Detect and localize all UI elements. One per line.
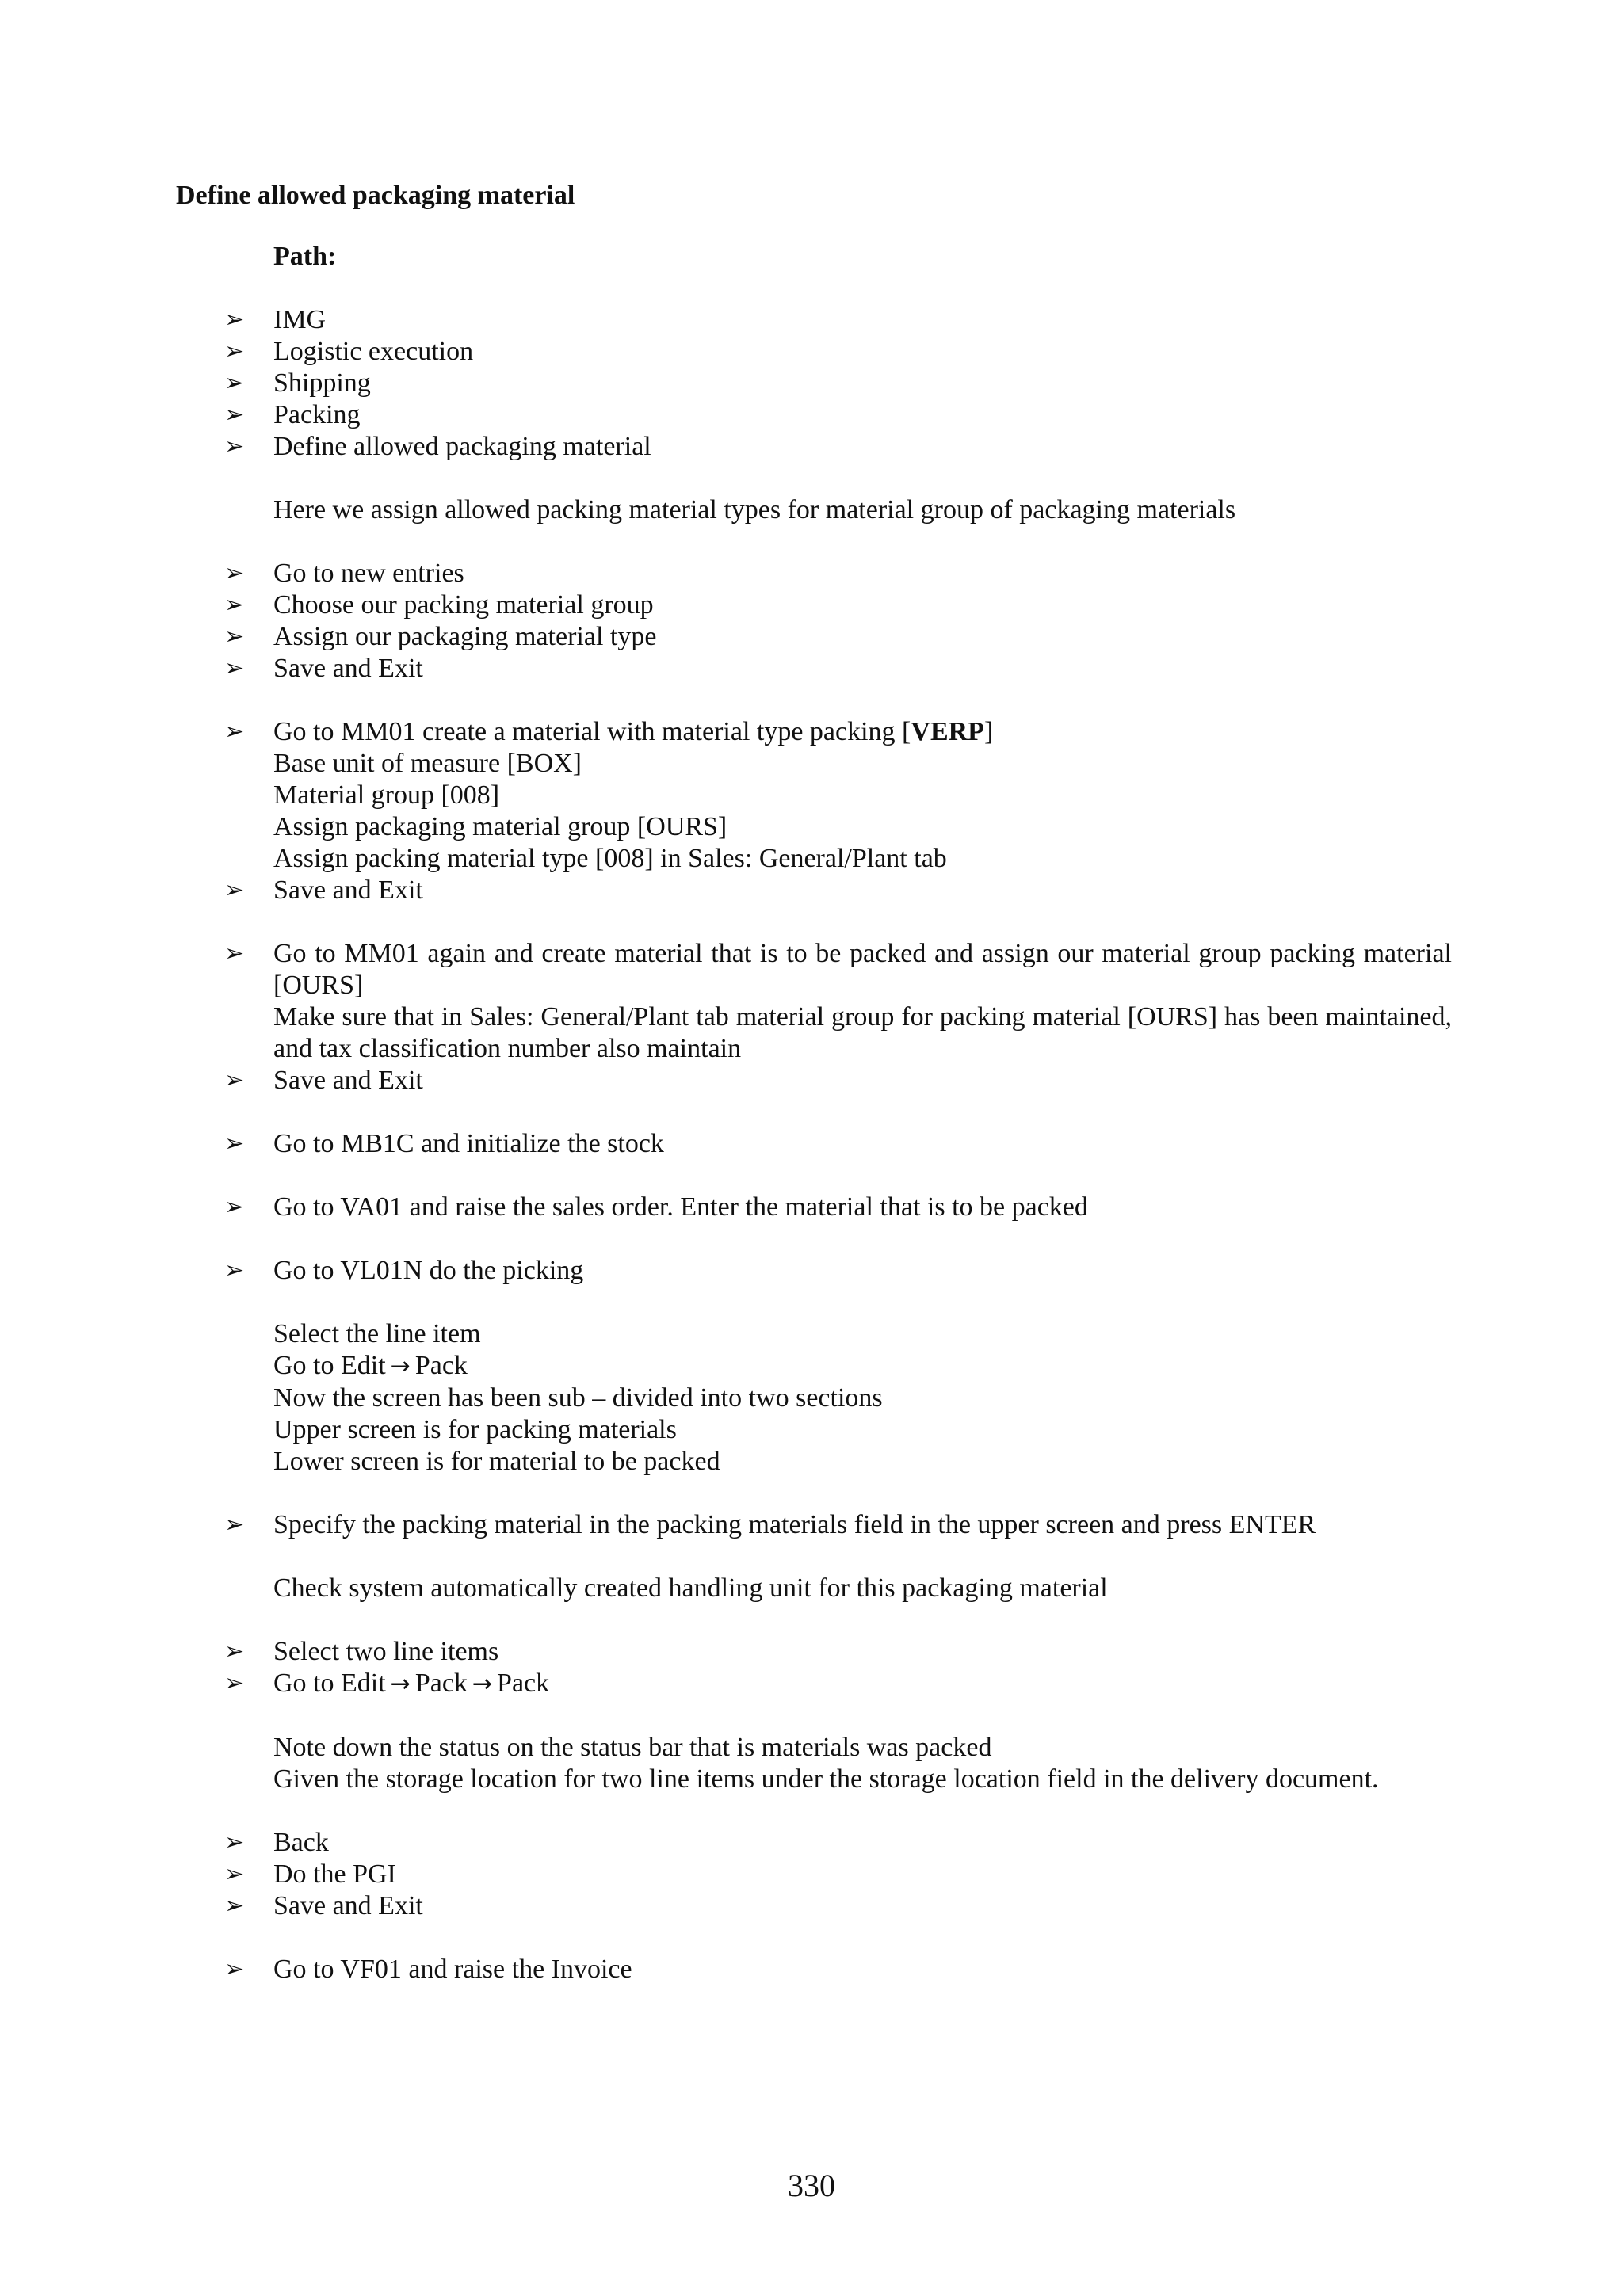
arrow-bullet-icon: ➢ xyxy=(224,306,245,334)
step-item xyxy=(224,938,1452,1001)
step-item xyxy=(224,1890,1452,1922)
spacer xyxy=(273,1223,1452,1255)
detail-line: Base unit of measure [BOX] xyxy=(273,749,582,778)
detail-line: Lower screen is for material to be packed xyxy=(273,1447,720,1476)
step-item xyxy=(224,1255,1452,1287)
arrow-bullet-icon: ➢ xyxy=(224,1669,245,1697)
detail-line: Note down the status on the status bar that is materials was packed xyxy=(273,1733,992,1762)
step-item xyxy=(224,875,1452,906)
step-text: Select two line items xyxy=(273,1637,499,1666)
section-title: Define allowed packaging material xyxy=(176,181,575,210)
spacer xyxy=(273,906,1452,938)
step-item xyxy=(224,716,1452,748)
spacer xyxy=(273,1478,1452,1509)
step-item xyxy=(224,1509,1452,1541)
step-text: Choose our packing material group xyxy=(273,590,654,620)
step-item xyxy=(224,621,1452,653)
detail-line: Assign packing material type [008] in Sales: General/Plant tab xyxy=(273,844,947,873)
arrow-bullet-icon: ➢ xyxy=(224,1193,245,1221)
step-text: Go to MM01 again and create material that is to be packed and assign our material group packing material [OURS] xyxy=(273,939,1452,1000)
arrow-right-icon: → xyxy=(472,1670,493,1698)
step-text: Specify the packing material in the packing materials field in the upper screen and press ENTER xyxy=(273,1510,1316,1539)
detail-paragraph: Make sure that in Sales: General/Plant tab material group for packing material [OURS] has been maintained, and tax classification number also maintain xyxy=(273,1002,1452,1063)
step-item xyxy=(224,1827,1452,1859)
arrow-right-icon: → xyxy=(390,1352,411,1380)
step-item xyxy=(224,1668,1452,1700)
step-item xyxy=(224,653,1452,685)
detail-line xyxy=(273,1350,1452,1383)
detail-line: Check system automatically created handling unit for this packaging material xyxy=(273,1573,1108,1603)
spacer xyxy=(273,1700,1452,1732)
step-text: Go to MM01 create a material with material type packing [ xyxy=(273,717,911,746)
detail-line: Upper screen is for packing materials xyxy=(273,1415,677,1444)
arrow-bullet-icon: ➢ xyxy=(224,1892,245,1920)
page-number: 330 xyxy=(788,2168,835,2203)
path-item xyxy=(224,336,1452,368)
arrow-bullet-icon: ➢ xyxy=(224,1860,245,1888)
arrow-bullet-icon: ➢ xyxy=(224,940,245,967)
step-item xyxy=(224,1636,1452,1668)
menu-path-start: Go to Edit xyxy=(273,1351,386,1380)
path-item-text: Packing xyxy=(273,400,361,429)
detail-line: Now the screen has been sub – divided into two sections xyxy=(273,1383,883,1413)
arrow-bullet-icon: ➢ xyxy=(224,654,245,682)
menu-path-start: Go to Edit xyxy=(273,1669,386,1698)
step-text: Save and Exit xyxy=(273,1891,423,1920)
path-item xyxy=(224,368,1452,399)
path-item-text: Logistic execution xyxy=(273,337,474,366)
arrow-bullet-icon: ➢ xyxy=(224,623,245,650)
path-item xyxy=(224,431,1452,463)
step-item xyxy=(224,1065,1452,1097)
detail-line: Material group [008] xyxy=(273,780,500,810)
step-text: Go to MB1C and initialize the stock xyxy=(273,1129,664,1158)
step-text: Save and Exit xyxy=(273,875,423,905)
arrow-bullet-icon: ➢ xyxy=(224,1638,245,1665)
spacer xyxy=(273,463,1452,494)
step-item xyxy=(224,1954,1452,1985)
step-text: Go to VA01 and raise the sales order. Enter the material that is to be packed xyxy=(273,1192,1088,1222)
path-item xyxy=(224,304,1452,336)
arrow-bullet-icon: ➢ xyxy=(224,1257,245,1284)
step-text: Go to VF01 and raise the Invoice xyxy=(273,1955,632,1984)
path-item xyxy=(224,399,1452,431)
arrow-bullet-icon: ➢ xyxy=(224,1511,245,1539)
step-item xyxy=(224,1859,1452,1890)
spacer xyxy=(273,1541,1452,1573)
material-type-code: VERP xyxy=(911,717,984,746)
spacer xyxy=(273,685,1452,716)
arrow-bullet-icon: ➢ xyxy=(224,559,245,587)
detail-line: Given the storage location for two line items under the storage location field in the delivery document. xyxy=(273,1764,1379,1794)
step-text-suffix: ] xyxy=(983,717,994,746)
spacer xyxy=(273,1795,1452,1827)
path-item-text: Shipping xyxy=(273,368,371,398)
spacer xyxy=(273,1287,1452,1318)
step-text: Do the PGI xyxy=(273,1859,396,1889)
step-text: Assign our packaging material type xyxy=(273,622,657,651)
step-item xyxy=(224,1192,1452,1223)
intro-paragraph: Here we assign allowed packing material types for material group of packaging materials xyxy=(273,495,1236,524)
arrow-bullet-icon: ➢ xyxy=(224,718,245,746)
document-body xyxy=(224,241,1452,1985)
arrow-bullet-icon: ➢ xyxy=(224,401,245,429)
arrow-bullet-icon: ➢ xyxy=(224,591,245,619)
step-text: Go to new entries xyxy=(273,559,464,588)
arrow-bullet-icon: ➢ xyxy=(224,369,245,397)
arrow-bullet-icon: ➢ xyxy=(224,876,245,904)
spacer xyxy=(273,1922,1452,1954)
spacer xyxy=(273,1097,1452,1128)
step-item xyxy=(224,589,1452,621)
step-text: Back xyxy=(273,1828,329,1857)
spacer xyxy=(273,526,1452,558)
step-item xyxy=(224,1128,1452,1160)
menu-path-target: Pack xyxy=(497,1669,550,1698)
detail-line: Assign packaging material group [OURS] xyxy=(273,812,727,841)
arrow-bullet-icon: ➢ xyxy=(224,1829,245,1856)
spacer xyxy=(273,1160,1452,1192)
step-text: Go to VL01N do the picking xyxy=(273,1256,584,1285)
step-item xyxy=(224,558,1452,589)
path-label: Path: xyxy=(273,242,337,271)
menu-path-middle: Pack xyxy=(414,1669,468,1698)
spacer xyxy=(273,1604,1452,1636)
step-text: Save and Exit xyxy=(273,1066,423,1095)
spacer xyxy=(273,273,1452,304)
path-item-text: IMG xyxy=(273,305,327,334)
step-text: Save and Exit xyxy=(273,654,423,683)
menu-path-target: Pack xyxy=(414,1351,468,1380)
arrow-bullet-icon: ➢ xyxy=(224,433,245,460)
detail-line: Select the line item xyxy=(273,1319,481,1348)
arrow-bullet-icon: ➢ xyxy=(224,1066,245,1094)
arrow-bullet-icon: ➢ xyxy=(224,1955,245,1983)
path-item-text: Define allowed packaging material xyxy=(273,432,651,461)
arrow-right-icon: → xyxy=(390,1670,411,1698)
arrow-bullet-icon: ➢ xyxy=(224,1130,245,1158)
arrow-bullet-icon: ➢ xyxy=(224,338,245,365)
